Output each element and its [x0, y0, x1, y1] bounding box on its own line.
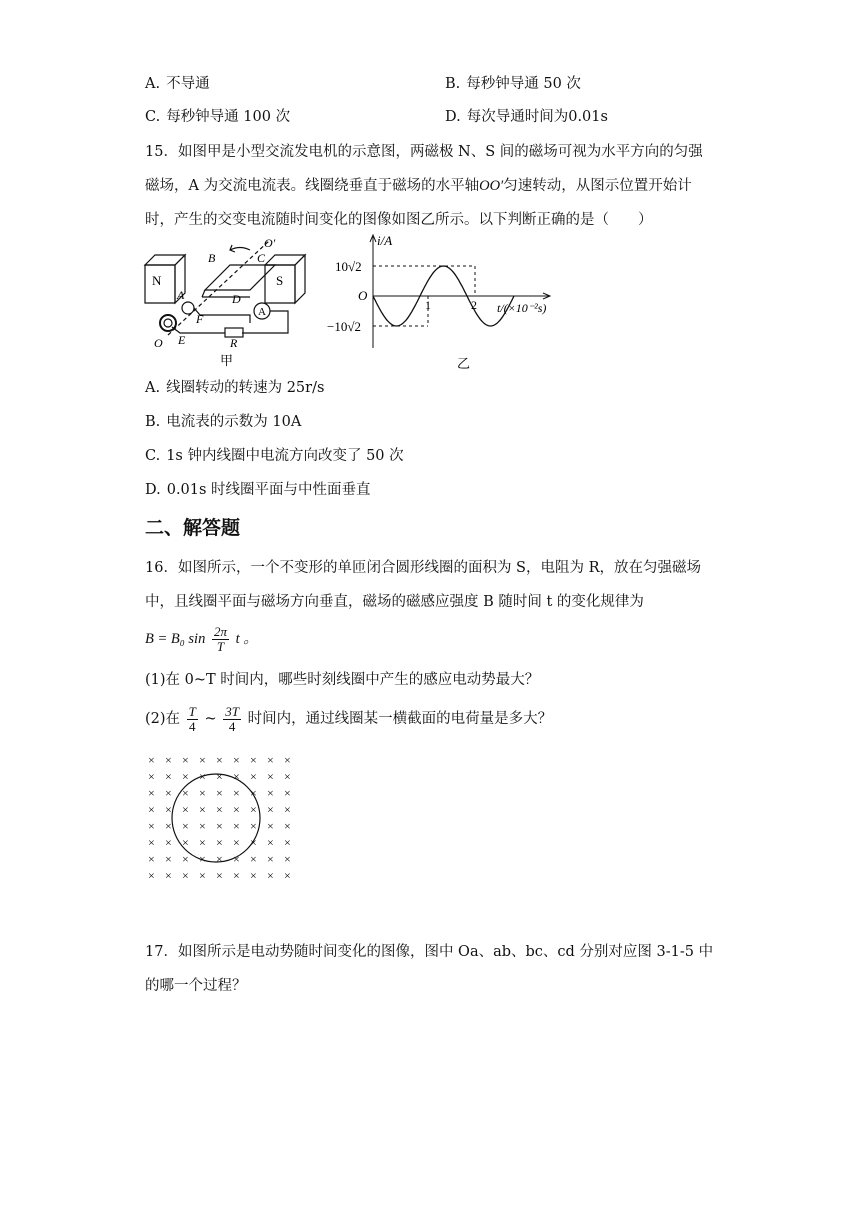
field-cross: × — [216, 769, 223, 784]
field-cross: × — [182, 802, 189, 817]
option-d: D. 每次导通时间为0.01s — [445, 109, 608, 125]
field-cross: × — [165, 753, 172, 767]
field-cross: × — [182, 868, 189, 883]
field-cross: × — [165, 852, 172, 866]
field-cross: × — [148, 852, 155, 866]
field-cross: × — [233, 802, 240, 817]
field-cross: × — [199, 835, 206, 850]
q15-option-c: C. 1s 钟内线圈中电流方向改变了 50 次 — [145, 448, 404, 464]
field-cross: × — [267, 753, 274, 767]
field-cross: × — [267, 769, 274, 784]
field-cross: × — [250, 769, 257, 784]
field-cross: × — [199, 769, 206, 784]
label-a: A — [177, 288, 185, 302]
field-cross: × — [284, 802, 291, 817]
field-cross: × — [216, 753, 223, 767]
field-cross: × — [284, 868, 291, 883]
field-cross: × — [182, 769, 189, 784]
caption-jia: 甲 — [220, 353, 234, 368]
y-bottom-label: −10√2 — [327, 319, 361, 334]
q16-stem-line1: 16．如图所示，一个不变形的单匝闭合圆形线圈的面积为 S，电阻为 R，放在匀强磁场 — [145, 560, 702, 576]
option-a: A. 不导通 — [145, 76, 210, 92]
x-axis-label: t/(×10⁻²s) — [497, 301, 547, 315]
field-cross: × — [250, 868, 257, 883]
field-cross: × — [199, 852, 206, 866]
field-cross: × — [216, 852, 223, 866]
field-cross: × — [233, 786, 240, 800]
q15-option-d: D. 0.01s 时线圈平面与中性面垂直 — [145, 482, 371, 498]
field-cross: × — [182, 753, 189, 767]
field-cross: × — [182, 819, 189, 833]
origin-label: O — [358, 288, 368, 303]
field-cross: × — [216, 835, 223, 850]
label-b: B — [208, 251, 216, 265]
field-cross: × — [267, 868, 274, 883]
field-cross: × — [233, 852, 240, 866]
current-graph — [325, 230, 575, 372]
field-cross: × — [284, 786, 291, 800]
field-cross: × — [148, 819, 155, 833]
label-o-prime: O′ — [264, 236, 276, 250]
field-cross: × — [199, 753, 206, 767]
q15-stem-line1: 15．如图甲是小型交流发电机的示意图，两磁极 N、S 间的磁场可视为水平方向的匀强 — [145, 144, 703, 160]
y-axis-label: i/A — [377, 233, 393, 248]
field-cross: × — [250, 835, 257, 850]
field-cross: × — [284, 852, 291, 866]
field-cross: × — [284, 769, 291, 784]
field-cross: × — [233, 769, 240, 784]
field-cross: × — [165, 802, 172, 817]
q17-stem-line2: 的哪一个过程？ — [145, 978, 247, 994]
label-o: O — [154, 336, 163, 350]
field-cross: × — [216, 786, 223, 800]
label-d: D — [232, 292, 241, 306]
generator-diagram — [140, 235, 320, 370]
field-cross: × — [148, 868, 155, 883]
field-cross: × — [199, 868, 206, 883]
q15-stem-line3: 时，产生的交变电流随时间变化的图像如图乙所示。以下判断正确的是（ ） — [145, 212, 653, 228]
label-e: E — [178, 333, 186, 347]
q15-stem-line2: 磁场，A 为交流电流表。线圈绕垂直于磁场的水平轴OO′匀速转动，从图示位置开始计 — [145, 178, 692, 194]
field-cross: × — [199, 786, 206, 800]
label-c: C — [257, 251, 266, 265]
q17-stem-line1: 17．如图所示是电动势随时间变化的图像，图中 Oa、ab、bc、cd 分别对应图 3-1-5 中 — [145, 944, 714, 960]
field-cross: × — [233, 835, 240, 850]
field-cross: × — [182, 852, 189, 866]
field-cross: × — [216, 802, 223, 817]
field-cross: × — [250, 802, 257, 817]
field-cross: × — [148, 786, 155, 800]
x-tick-2: 2 — [471, 298, 477, 312]
field-cross: × — [199, 819, 206, 833]
field-cross: × — [284, 835, 291, 850]
section-title: 二、解答题 — [145, 517, 241, 539]
field-cross: × — [267, 835, 274, 850]
field-cross: × — [250, 786, 257, 800]
field-cross: × — [267, 819, 274, 833]
y-top-label: 10√2 — [335, 259, 362, 274]
field-cross: × — [284, 819, 291, 833]
field-cross: × — [284, 753, 291, 767]
field-cross: × — [199, 802, 206, 817]
field-cross: × — [165, 835, 172, 850]
option-b: B. 每秒钟导通 50 次 — [445, 76, 581, 92]
label-f: F — [196, 312, 204, 326]
q16-sub1: (1)在 0~T 时间内，哪些时刻线圈中产生的感应电动势最大？ — [145, 672, 540, 688]
field-cross: × — [216, 868, 223, 883]
field-cross: × — [148, 835, 155, 850]
field-cross: × — [233, 753, 240, 767]
field-cross: × — [165, 868, 172, 883]
q15-option-b: B. 电流表的示数为 10A — [145, 414, 302, 430]
label-s: S — [276, 273, 284, 288]
field-cross: × — [216, 819, 223, 833]
label-r: R — [230, 336, 238, 350]
x-tick-1: 1 — [425, 298, 431, 312]
field-cross: × — [233, 819, 240, 833]
field-cross: × — [267, 852, 274, 866]
field-cross: × — [267, 786, 274, 800]
q16-sub2: (2)在 $\frac{T}{4}$ ~ $\frac{3T}{4}$ 时间内，通过线圈某一横截面的电荷量是多大？ — [145, 703, 553, 734]
field-cross: × — [182, 835, 189, 850]
ammeter-label: A — [258, 306, 266, 318]
field-cross: × — [250, 753, 257, 767]
field-cross: × — [148, 802, 155, 817]
field-cross: × — [165, 769, 172, 784]
q16-stem-line2: 中，且线圈平面与磁场方向垂直，磁场的磁感应强度 B 随时间 t 的变化规律为 — [145, 594, 644, 610]
caption-yi: 乙 — [457, 356, 471, 371]
field-cross: × — [165, 786, 172, 800]
magnetic-field-figure — [140, 748, 300, 888]
field-cross: × — [250, 852, 257, 866]
field-cross: × — [148, 769, 155, 784]
field-cross: × — [182, 786, 189, 800]
label-n: N — [152, 273, 162, 288]
q15-option-a: A. 线圈转动的转速为 25r/s — [145, 380, 325, 396]
option-c: C. 每秒钟导通 100 次 — [145, 109, 291, 125]
field-cross: × — [250, 819, 257, 833]
field-cross: × — [233, 868, 240, 883]
q16-formula: B = B₀ sin $\frac{2\pi}{T}$ t 。 — [145, 623, 258, 654]
field-cross: × — [267, 802, 274, 817]
field-cross: × — [165, 819, 172, 833]
field-cross: × — [148, 753, 155, 767]
